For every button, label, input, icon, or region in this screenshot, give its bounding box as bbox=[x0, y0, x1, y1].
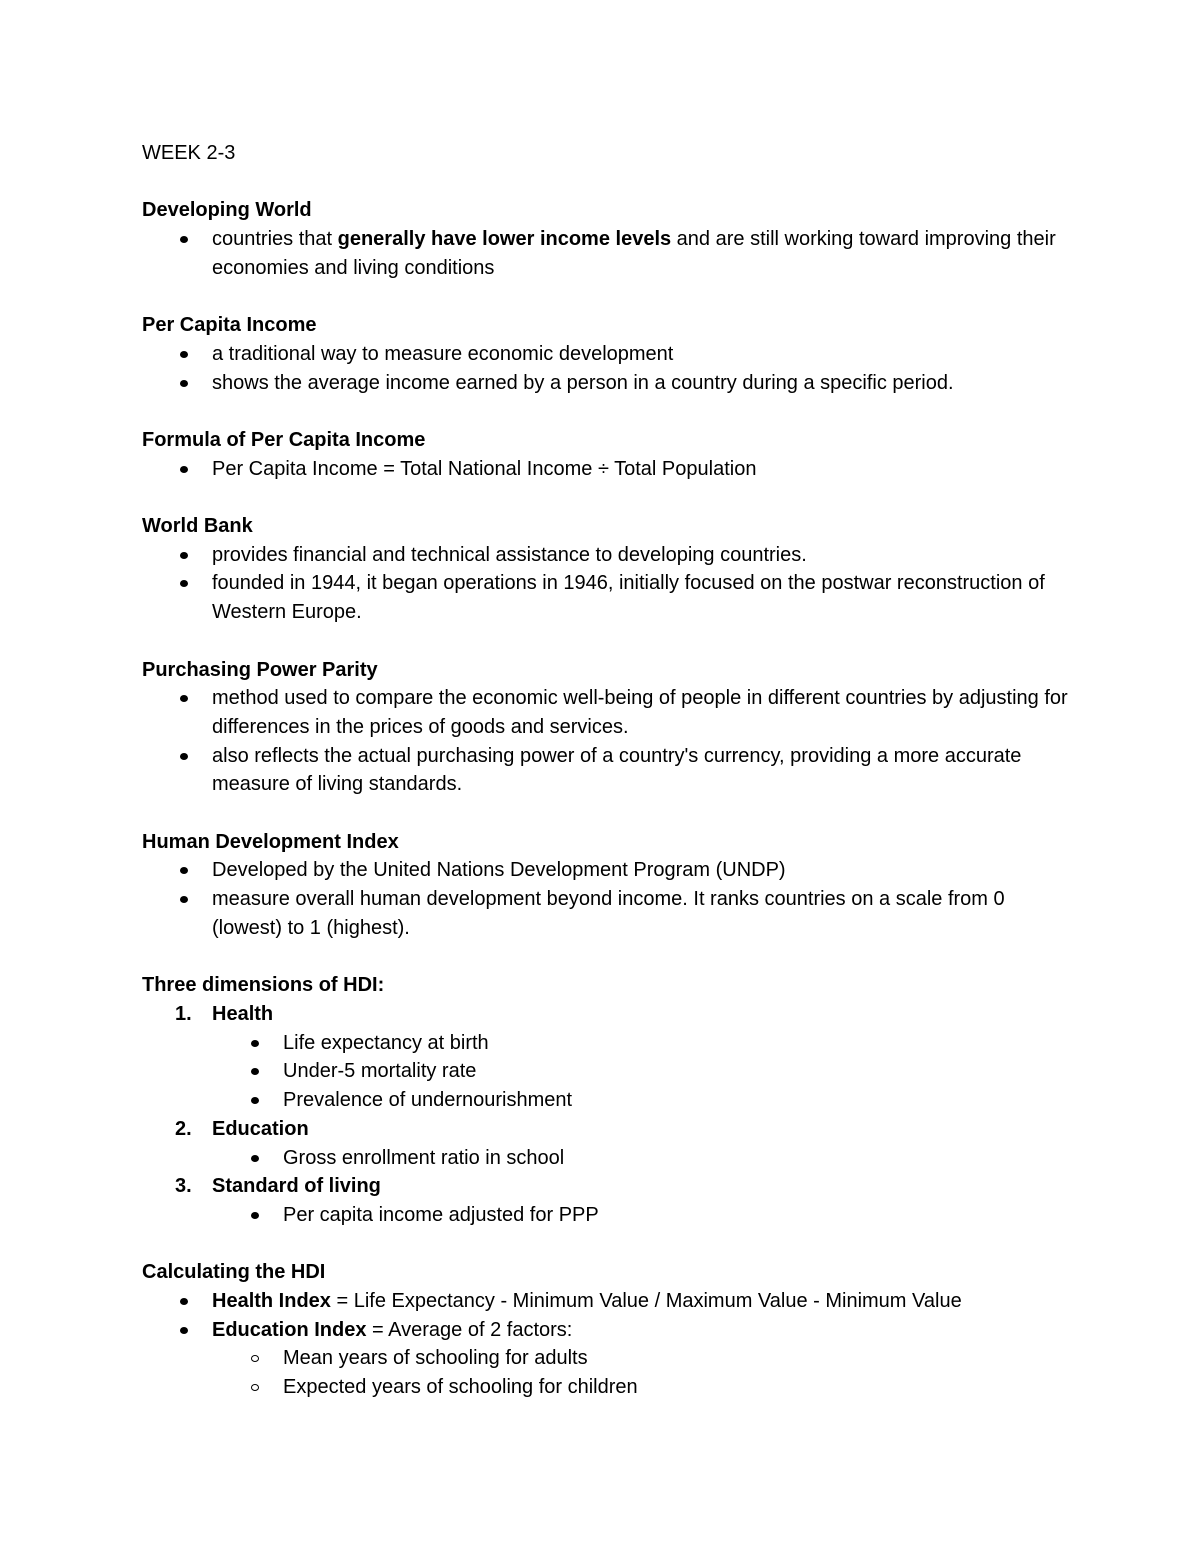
list-item bbox=[142, 1316, 1072, 1345]
document-body bbox=[142, 139, 1072, 1431]
section-hdi bbox=[142, 828, 1072, 943]
section-heading: Human Development Index bbox=[142, 830, 399, 853]
section-heading: Calculating the HDI bbox=[142, 1261, 326, 1284]
section-heading: Three dimensions of HDI: bbox=[142, 974, 385, 997]
list-item: Per Capita Income = Total National Income ÷ Total Population bbox=[142, 455, 1072, 484]
bullet-list bbox=[142, 541, 1072, 627]
bold-span: Health Index bbox=[212, 1290, 331, 1312]
list-item: Per capita income adjusted for PPP bbox=[142, 1201, 1072, 1230]
list-item: measure overall human development beyond income. It ranks countries on a scale from 0 (lowest) to 1 (highest). bbox=[142, 885, 1072, 942]
list-item: Mean years of schooling for adults bbox=[142, 1344, 1072, 1373]
section-formula bbox=[142, 426, 1072, 483]
section-heading: Per Capita Income bbox=[142, 314, 317, 337]
section-world-bank bbox=[142, 512, 1072, 627]
item-label: Education bbox=[212, 1117, 309, 1140]
list-item: provides financial and technical assistance to developing countries. bbox=[142, 541, 1072, 570]
item-number: 3. bbox=[175, 1175, 192, 1198]
item-label: Standard of living bbox=[212, 1175, 381, 1198]
list-item: Under-5 mortality rate bbox=[142, 1057, 1072, 1086]
section-per-capita-income bbox=[142, 311, 1072, 397]
text-span: = Life Expectancy - Minimum Value / Maximum Value - Minimum Value bbox=[330, 1290, 962, 1312]
section-hdi-dimensions bbox=[142, 971, 1072, 1229]
item-number: 1. bbox=[175, 1002, 192, 1025]
list-item: Developed by the United Nations Development Program (UNDP) bbox=[142, 856, 1072, 885]
list-item: founded in 1944, it began operations in 1946, initially focused on the postwar reconstruction of Western Europe. bbox=[142, 569, 1072, 626]
list-item: shows the average income earned by a person in a country during a specific period. bbox=[142, 369, 1072, 398]
section-developing-world bbox=[142, 196, 1072, 282]
section-ppp bbox=[142, 656, 1072, 800]
bullet-list bbox=[142, 684, 1072, 799]
bullet-list bbox=[142, 225, 1072, 282]
numbered-item-standard-of-living bbox=[142, 1172, 1072, 1201]
list-item: Gross enrollment ratio in school bbox=[142, 1144, 1072, 1173]
text-span: and are still working toward improving their economies and living conditions bbox=[212, 228, 1056, 279]
numbered-list bbox=[142, 1000, 1072, 1230]
text-span: countries that bbox=[212, 228, 338, 251]
bold-span: generally have lower income levels bbox=[337, 228, 672, 251]
list-item: also reflects the actual purchasing power of a country's currency, providing a more accurate measure of living standards. bbox=[142, 742, 1072, 799]
section-heading: Developing World bbox=[142, 199, 312, 222]
numbered-item-health bbox=[142, 1000, 1072, 1029]
bullet-list bbox=[142, 1287, 1072, 1402]
bold-span: Education Index bbox=[212, 1318, 367, 1341]
section-calculating-hdi bbox=[142, 1258, 1072, 1402]
list-item bbox=[142, 225, 1072, 282]
bullet-list bbox=[142, 455, 1072, 484]
list-item: a traditional way to measure economic development bbox=[142, 340, 1072, 369]
item-number: 2. bbox=[175, 1117, 192, 1140]
item-label: Health bbox=[212, 1002, 274, 1025]
section-heading: Purchasing Power Parity bbox=[142, 658, 378, 681]
section-heading: World Bank bbox=[142, 515, 253, 538]
numbered-item-education bbox=[142, 1115, 1072, 1144]
section-heading: Formula of Per Capita Income bbox=[142, 428, 426, 451]
list-item: method used to compare the economic well-being of people in different countries by adjusting for differences in the prices of goods and services. bbox=[142, 684, 1072, 741]
list-item: Prevalence of undernourishment bbox=[142, 1086, 1072, 1115]
text-span: = Average of 2 factors: bbox=[366, 1318, 573, 1341]
list-item bbox=[142, 1287, 1072, 1316]
document-title: WEEK 2-3 bbox=[142, 142, 236, 164]
list-item: Life expectancy at birth bbox=[142, 1029, 1072, 1058]
list-item: Expected years of schooling for children bbox=[142, 1373, 1072, 1402]
bullet-list bbox=[142, 340, 1072, 397]
bullet-list bbox=[142, 856, 1072, 942]
